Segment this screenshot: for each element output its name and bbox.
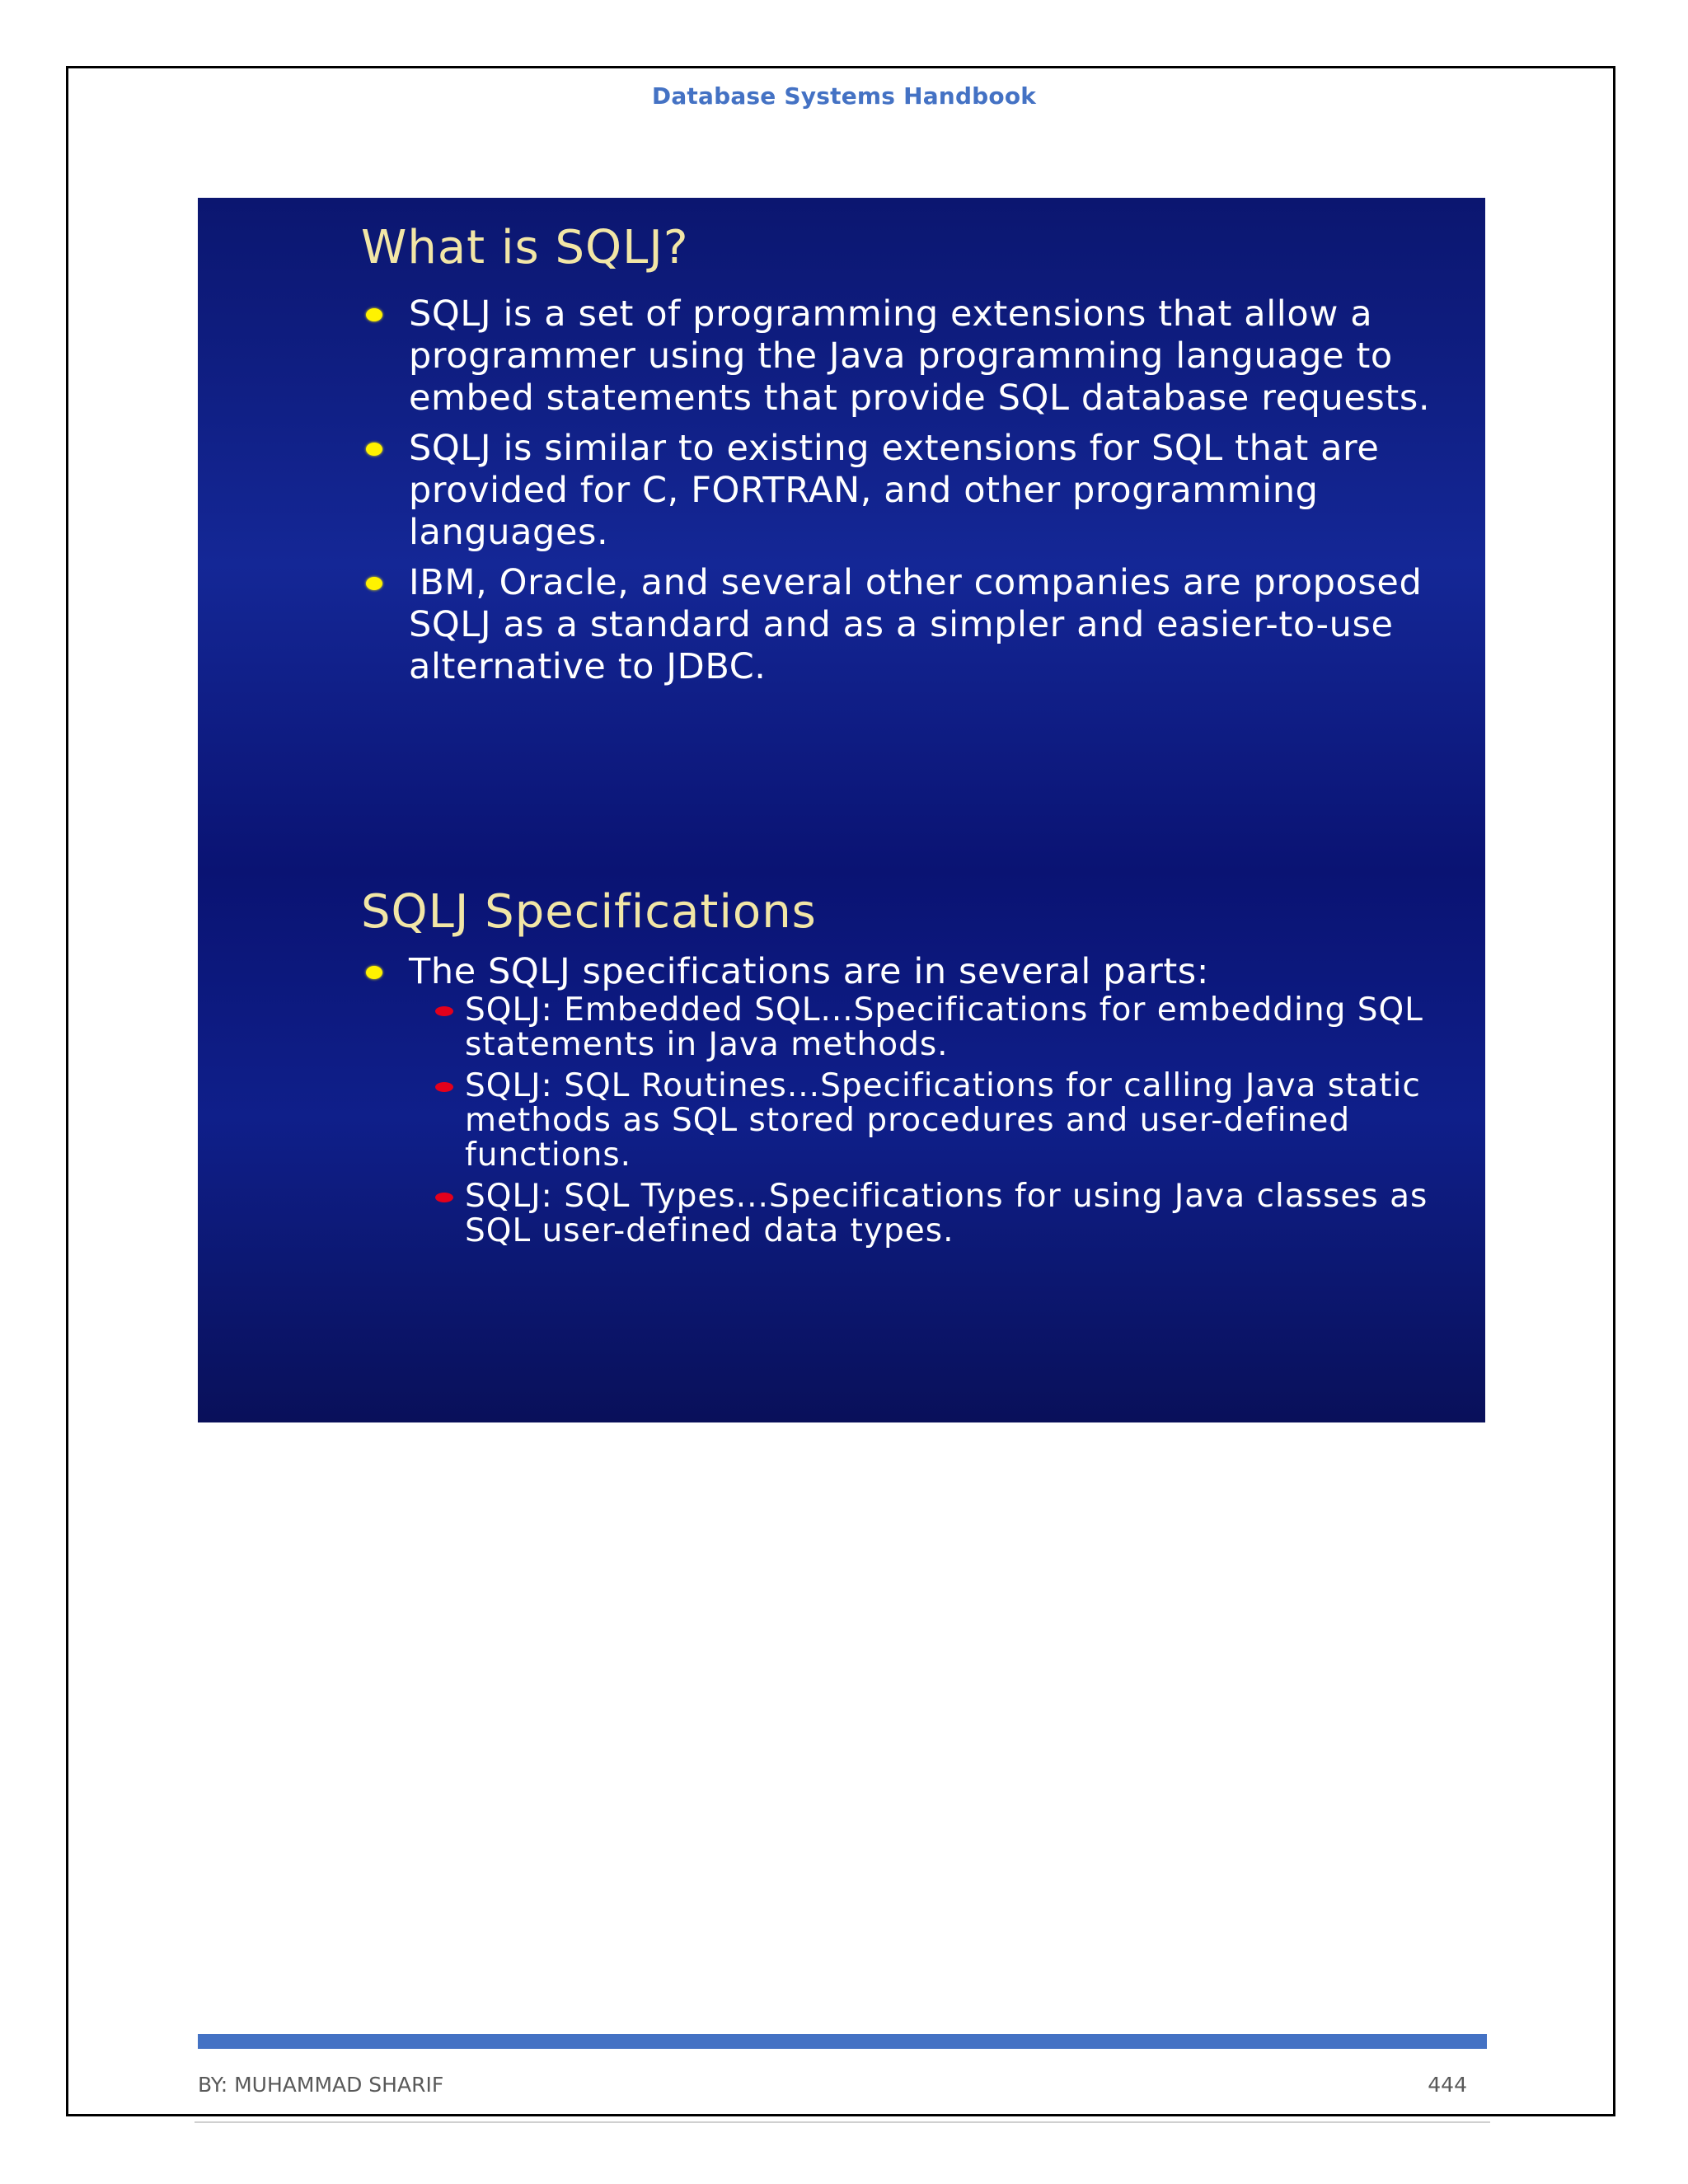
slide-bullet-text: SQLJ is similar to existing extensions for SQL that are provided for C, FORTRAN, and other programming languages.: [409, 428, 1380, 553]
slide-bullet: [361, 951, 1457, 1249]
slide-sub-bullet-text: SQLJ: SQL Types...Specifications for using Java classes as SQL user-defined data types.: [465, 1178, 1428, 1249]
slide-sub-bullet-text: SQLJ: SQL Routines...Specifications for calling Java static methods as SQL stored procedures and user-defined functions.: [465, 1067, 1421, 1174]
slide-sub-bullet-text: SQLJ: Embedded SQL...Specifications for embedding SQL statements in Java methods.: [465, 991, 1423, 1063]
slide-sub-bullet-list: [409, 993, 1457, 1249]
slide-bullet: [361, 428, 1457, 554]
slide-bullet-list-1: [361, 293, 1457, 696]
red-bullet-icon: [435, 1006, 453, 1016]
slide-sub-bullet: [465, 1069, 1457, 1173]
page-header-title: Database Systems Handbook: [651, 82, 1037, 110]
slide-heading-sqlj-specifications: SQLJ Specifications: [361, 885, 817, 939]
yellow-bullet-icon: [366, 577, 382, 590]
red-bullet-icon: [435, 1082, 453, 1092]
slide-bullet: [361, 293, 1457, 419]
bottom-divider: [195, 2121, 1490, 2123]
page-number: 444: [1428, 2073, 1467, 2097]
red-bullet-icon: [435, 1193, 453, 1202]
yellow-bullet-icon: [366, 308, 382, 321]
slide-bullet-text: The SQLJ specifications are in several parts:: [409, 951, 1209, 992]
yellow-bullet-icon: [366, 443, 382, 456]
slide-sub-bullet: [465, 993, 1457, 1062]
slide-image: [198, 198, 1485, 1422]
slide-heading-what-is-sqlj: What is SQLJ?: [361, 221, 689, 274]
slide-bullet-text: SQLJ is a set of programming extensions that allow a programmer using the Java programming language to embed statements that provide SQL database requests.: [409, 293, 1431, 419]
slide-sub-bullet: [465, 1179, 1457, 1249]
yellow-bullet-icon: [366, 966, 382, 979]
slide-bullet-list-2: [361, 951, 1457, 1257]
slide-bullet-text: IBM, Oracle, and several other companies are proposed SQLJ as a standard and as a simpler and easier-to-use alternative to JDBC.: [409, 562, 1423, 687]
footer-rule: [198, 2034, 1487, 2049]
slide-bullet: [361, 562, 1457, 688]
footer-author: BY: MUHAMMAD SHARIF: [198, 2073, 444, 2097]
